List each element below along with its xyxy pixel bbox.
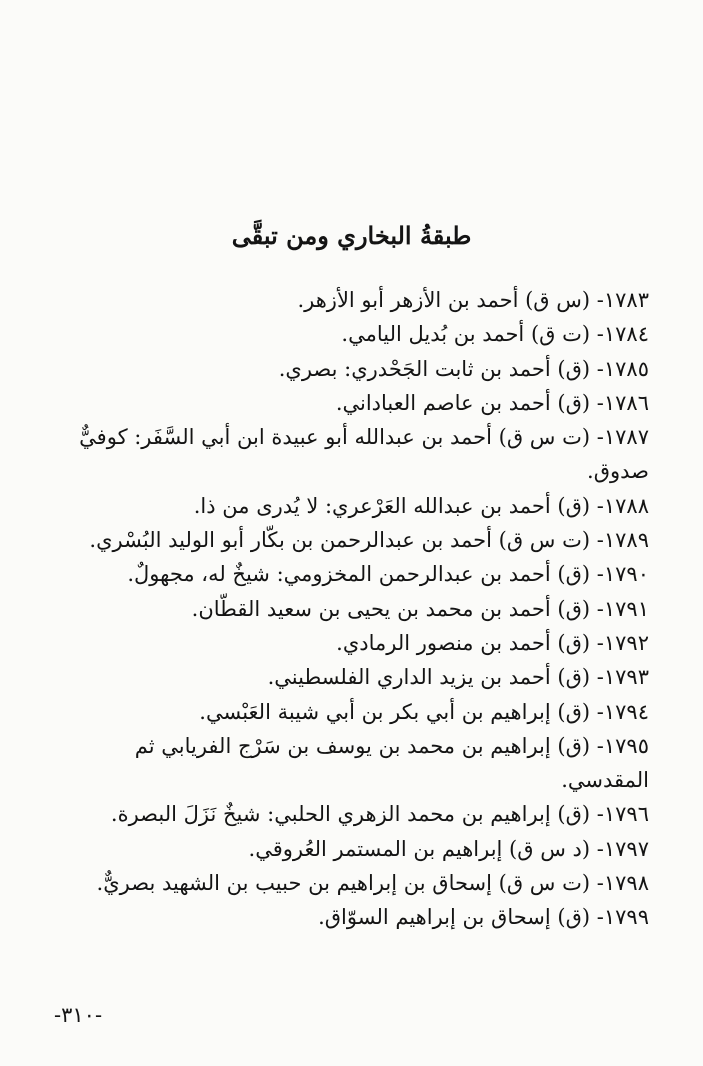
entry-text: (ت س ق) أحمد بن عبدالله أبو عبيدة ابن أبي السَّفَر: كوفيٌّ صدوق. — [79, 425, 649, 484]
entry-text: (ق) أحمد بن يزيد الداري الفلسطيني. — [267, 665, 591, 690]
entry-number: ١٧٨٦- — [596, 390, 649, 415]
entry-number: ١٧٩٣- — [596, 665, 649, 690]
entry-number: ١٧٨٤- — [596, 322, 649, 347]
entry-text: (ق) إبراهيم بن محمد بن يوسف بن سَرْج الفريابي ثم المقدسي. — [134, 733, 649, 793]
entry-text: (ق) أحمد بن عبدالرحمن المخزومي: شيخٌ له، مجهولٌ. — [127, 562, 591, 587]
entry-text: (ق) إبراهيم بن أبي بكر بن أبي شيبة العَبْسي. — [199, 699, 591, 724]
entry-text: (ق) أحمد بن محمد بن يحيى بن سعيد القطّان. — [191, 596, 591, 621]
entry-text: (ق) أحمد بن ثابت الجَحْدري: بصري. — [278, 356, 591, 381]
list-item — [78, 352, 649, 386]
entry-number: ١٧٨٧- — [596, 425, 649, 450]
list-item — [78, 660, 649, 694]
page-number: -٣١٠- — [54, 1003, 103, 1027]
entry-number: ١٧٩٧- — [596, 836, 649, 861]
list-item — [78, 386, 649, 420]
entry-text: (ت ق) أحمد بن بُديل اليامي. — [341, 322, 591, 347]
list-item — [78, 695, 649, 729]
list-item — [78, 283, 649, 317]
page-title: طبقةُ البخاري ومن تبقَّى — [231, 221, 472, 250]
entry-number: ١٧٩٩- — [596, 905, 649, 930]
list-item — [78, 317, 649, 351]
entry-number: ١٧٩٦- — [596, 802, 649, 827]
entry-number: ١٧٩٠- — [596, 562, 649, 587]
entry-text: (د س ق) إبراهيم بن المستمر العُروقي. — [248, 836, 591, 861]
entry-text: (ق) أحمد بن عبدالله العَرْعري: لا يُدرى من ذا. — [193, 493, 591, 518]
entry-text: (ق) إبراهيم بن محمد الزهري الحلبي: شيخٌ نَزَلَ البصرة. — [110, 802, 591, 827]
list-item — [78, 832, 649, 866]
list-item — [78, 420, 649, 489]
entry-number: ١٧٨٥- — [596, 356, 649, 381]
entry-list — [78, 283, 649, 935]
entry-number: ١٧٨٨- — [596, 493, 649, 518]
list-item — [78, 626, 649, 660]
list-item — [78, 592, 649, 626]
entry-text: (ق) أحمد بن عاصم العباداني. — [335, 390, 591, 415]
list-item — [78, 523, 649, 557]
entry-number: ١٧٩٨- — [596, 871, 649, 896]
entry-number: ١٧٩٤- — [596, 699, 649, 724]
entry-text: (ق) أحمد بن منصور الرمادي. — [336, 630, 591, 655]
list-item — [78, 557, 649, 591]
list-item — [78, 866, 649, 900]
entry-text: (ت س ق) إسحاق بن إبراهيم بن حبيب بن الشهيد بصريٌّ. — [96, 871, 591, 896]
entry-number: ١٧٩٥- — [596, 733, 649, 758]
entry-number: ١٧٨٣- — [596, 288, 649, 312]
entry-text: (ق) إسحاق بن إبراهيم السوّاق. — [318, 905, 591, 930]
list-item — [78, 900, 649, 934]
entry-text: (ت س ق) أحمد بن عبدالرحمن بن بكّار أبو الوليد البُسْري. — [89, 528, 591, 553]
list-item — [78, 729, 649, 798]
entry-number: ١٧٩٢- — [596, 630, 649, 655]
entry-number: ١٧٩١- — [596, 596, 649, 621]
entry-text: (س ق) أحمد بن الأزهر أبو الأزهر. — [297, 288, 591, 312]
list-item — [78, 489, 649, 523]
list-item — [78, 797, 649, 831]
entry-number: ١٧٨٩- — [596, 528, 649, 553]
